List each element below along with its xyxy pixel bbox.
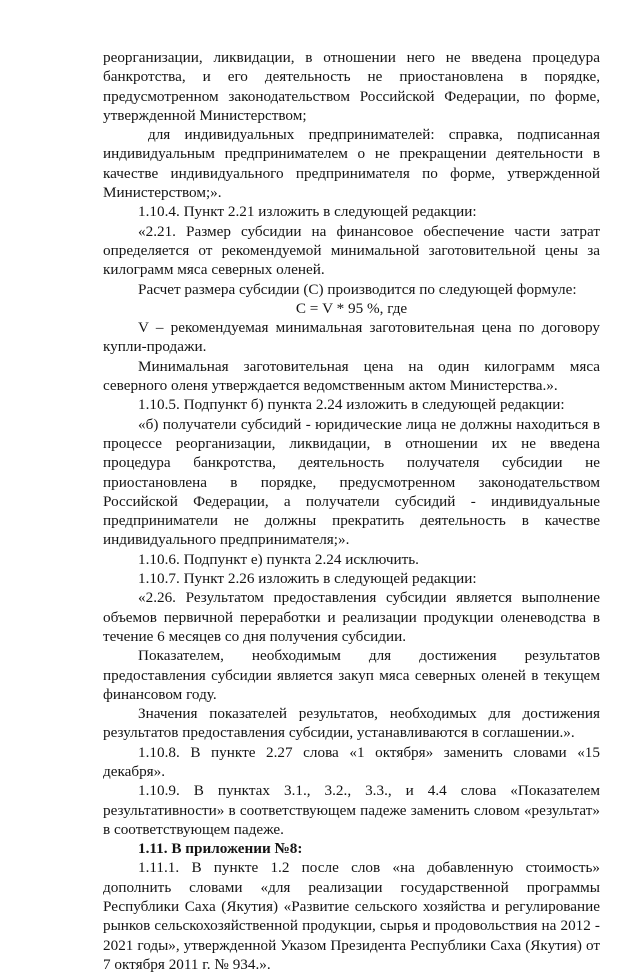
document-page (103, 48, 600, 974)
paragraph-16: 1.10.8. В пункте 2.27 слова «1 октября» заменить словами «15 декабря». (103, 743, 600, 780)
paragraph-19: 1.11.1. В пункте 1.2 после слов «на добавленную стоимость» дополнить словами «для реализации государственной программы Республики Саха (Якутия) «Развитие сельского хозяйства и регулирование рынков сельскохозяйственной продукции, сырья и продовольствия на 2012 - 2021 годы», утвержденной Указом Президента Республики Саха (Якутия) от 7 октября 2011 г. № 934.». (103, 859, 600, 973)
paragraph-8: Минимальная заготовительная цена на один килограмм мяса северного оленя утверждается ведомственным актом Министерства.». (103, 357, 600, 395)
paragraph-5: Расчет размера субсидии (С) производится по следующей формуле: (138, 280, 577, 298)
paragraph-11: 1.10.6. Подпункт е) пункта 2.24 исключить. (138, 550, 419, 568)
paragraph-14: Показателем, необходимым для достижения результатов предоставления субсидии является закуп мяса северных оленей в текущем финансовом году. (103, 647, 600, 703)
paragraph-17: 1.10.9. В пунктах 3.1., 3.2., 3.3., и 4.4 слова «Показателем результативности» в соответствующем падеже заменить словом «результат» в соответствующем падеже. (103, 782, 600, 838)
section-heading: 1.11. В приложении №8: (138, 840, 303, 858)
paragraph-2: для индивидуальных предпринимателей: справка, подписанная индивидуальным предпринимателем о не прекращении деятельности в качестве индивидуального предпринимателя по форме, утвержденной Министерством;». (103, 126, 600, 202)
paragraph-12: 1.10.7. Пункт 2.26 изложить в следующей редакции: (138, 570, 477, 588)
paragraph-10: «б) получатели субсидий - юридические лица не должны находиться в процессе реорганизации, ликвидации, в отношении их не введена процедура банкротства, деятельность получателя субсидии не приостановлена в порядке, предусмотренном законодательством Российской Федерации, а получатели субсидий - индивидуальные предприниматели не должны прекратить деятельность в качестве индивидуального предпринимателя;». (103, 415, 600, 549)
paragraph-9: 1.10.5. Подпункт б) пункта 2.24 изложить в следующей редакции: (138, 396, 565, 414)
paragraph-7: V – рекомендуемая минимальная заготовительная цена по договору купли-продажи. (103, 319, 600, 356)
paragraph-13: «2.26. Результатом предоставления субсидии является выполнение объемов первичной переработки и реализации продукции оленеводства в течение 6 месяцев со дня получения субсидии. (103, 589, 600, 645)
paragraph-4: «2.21. Размер субсидии на финансовое обеспечение части затрат определяется от рекомендуемой минимальной заготовительной цены за килограмм мяса северных оленей. (103, 222, 600, 279)
paragraph-3: 1.10.4. Пункт 2.21 изложить в следующей редакции: (138, 203, 477, 221)
formula: С = V * 95 %, где (295, 299, 408, 317)
paragraph-1: реорганизации, ликвидации, в отношении него не введена процедура банкротства, и его деятельность не приостановлена в порядке, предусмотренном законодательством Российской Федерации, по форме, утвержденной Министерством; (103, 49, 600, 124)
paragraph-15: Значения показателей результатов, необходимых для достижения результатов предоставления субсидии, устанавливаются в соглашении.». (103, 705, 600, 742)
